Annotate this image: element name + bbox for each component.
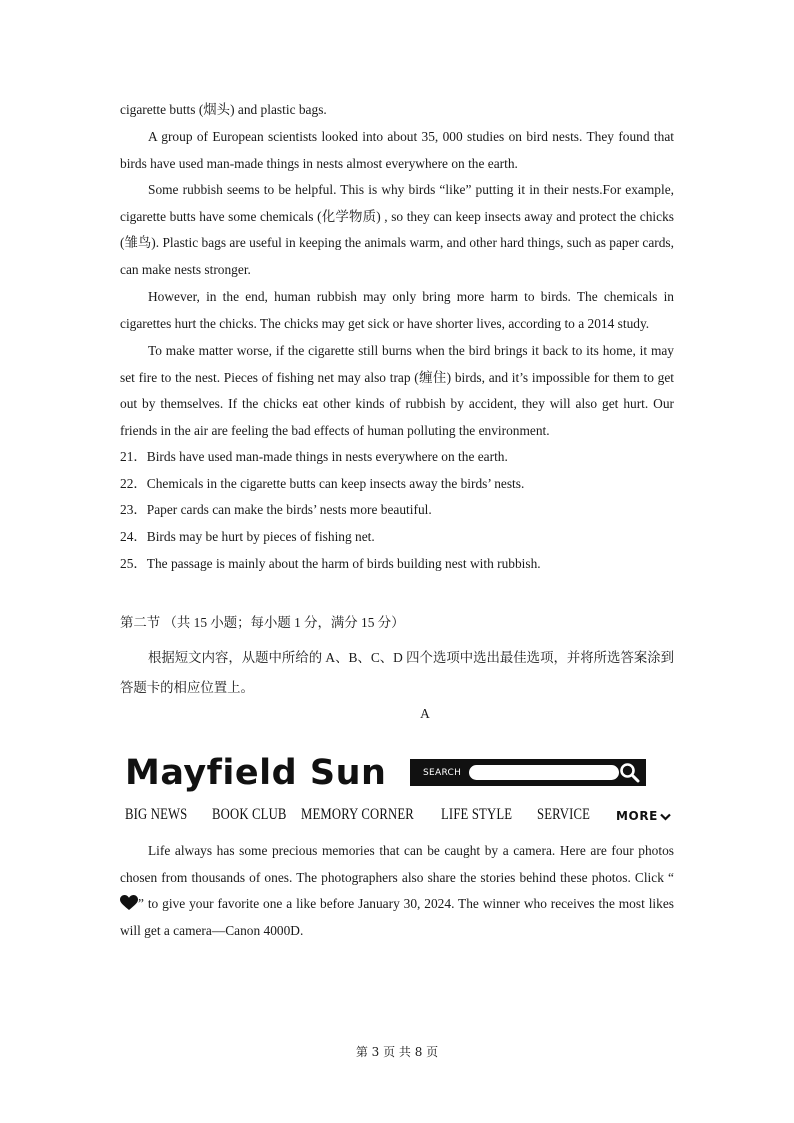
passage-paragraph-0: cigarette butts (烟头) and plastic bags. <box>120 102 327 117</box>
question-22: 22．Chemicals in the cigarette butts can keep insects away the birds’ nests. <box>120 476 525 491</box>
question-25: 25．The passage is mainly about the harm of birds building nest with rubbish. <box>120 556 541 571</box>
search-bar <box>410 759 646 786</box>
intro-text-before: Life always has some precious memories that can be caught by a camera. Here are four photos chosen from thousands of ones. The photographers also share the stories behind these photos. Click “ <box>120 843 674 885</box>
passage-paragraph-1: A group of European scientists looked into about 35, 000 studies on bird nests. They found that birds have used man-made things in nests almost everywhere on the earth. <box>120 129 674 171</box>
nav-more-button[interactable] <box>616 809 671 823</box>
nav-item-life-style[interactable]: LIFE STYLE <box>441 806 513 823</box>
question-21: 21．Birds have used man-made things in nests everywhere on the earth. <box>120 449 508 464</box>
question-23: 23．Paper cards can make the birds’ nests more beautiful. <box>120 502 432 517</box>
passage-paragraph-4: To make matter worse, if the cigarette still burns when the bird brings it back to its home, it may set fire to the nest. Pieces of fishing net may also trap (缠住) birds, and it’s impossible for them to get out by themselves. If the chicks eat other kinds of rubbish by accident, they will also get hurt. Our friends in the air are feeling the bad effects of human polluting the environment. <box>120 343 674 438</box>
search-icon[interactable] <box>619 762 640 783</box>
newspaper-masthead: Mayfield Sun <box>125 753 387 793</box>
question-24: 24．Birds may be hurt by pieces of fishing net. <box>120 529 375 544</box>
search-label: SEARCH <box>423 767 462 778</box>
newspaper-intro <box>120 838 674 944</box>
section-instruction: 根据短文内容，从题中所给的 A、B、C、D 四个选项中选出最佳选项，并将所选答案涂到答题卡的相应位置上。 <box>120 650 674 695</box>
nav-item-service[interactable]: SERVICE <box>537 806 591 823</box>
nav-item-big-news[interactable]: BIG NEWS <box>125 806 188 823</box>
intro-text-after: ” to give your favorite one a like before January 30, 2024. The winner who receives the most likes will get a camera—Canon 4000D. <box>120 896 674 938</box>
nav-more-label: MORE <box>616 809 658 823</box>
page-footer: 第 3 页 共 8 页 <box>355 1045 439 1059</box>
chevron-down-icon <box>660 813 671 821</box>
passage-letter: A <box>420 706 430 721</box>
nav-item-book-club[interactable]: BOOK CLUB <box>212 806 287 823</box>
passage-paragraph-2: Some rubbish seems to be helpful. This is why birds “like” putting it in their nests.For example, cigarette butts have some chemicals (化学物质) , so they can keep insects away and protect the chicks (雏鸟). Plastic bags are useful in keeping the animals warm, and other hard things, such as paper cards, can make nests stronger. <box>120 182 674 277</box>
nav-item-memory-corner[interactable]: MEMORY CORNER <box>301 806 414 823</box>
passage-paragraph-3: However, in the end, human rubbish may only bring more harm to birds. The chemicals in cigarettes hurt the chicks. The chicks may get sick or have shorter lives, according to a 2014 study. <box>120 289 674 331</box>
heart-icon <box>120 895 138 911</box>
section-title: 第二节 （共 15 小题；每小题 1 分，满分 15 分） <box>120 615 405 630</box>
search-input[interactable] <box>469 765 619 780</box>
